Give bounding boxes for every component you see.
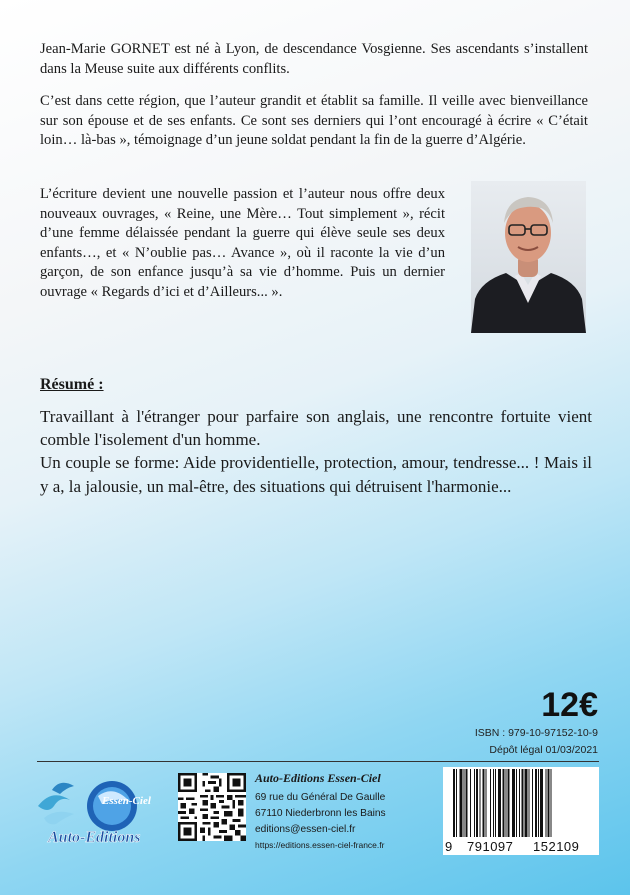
barcode-bar bbox=[516, 769, 517, 837]
barcode-digits-group-2: 152109 bbox=[533, 839, 580, 854]
logo-text-essen-ciel: Essen-Ciel bbox=[102, 795, 151, 807]
barcode-bar bbox=[490, 769, 491, 837]
author-bio-paragraph-1: Jean-Marie GORNET est né à Lyon, de descendance Vosgienne. Ses ascendants s’installent dans la Meuse suite aux différents conflits. bbox=[40, 41, 588, 77]
barcode-bar bbox=[493, 769, 494, 837]
barcode-bar bbox=[521, 769, 523, 837]
barcode-bar bbox=[551, 769, 552, 837]
barcode-bar bbox=[502, 769, 504, 837]
author-bio-paragraph-2: C’est dans cette région, que l’auteur grandit et établit sa famille. Il veille avec bienveillance sur son épouse et de ses enfants. Ce sont ses derniers qui l’ont encouragé à écrire « C’était loin… là-bas », témoignage d’un jeune soldat pendant la fin de la guerre d’Algérie. bbox=[40, 93, 588, 149]
barcode-bar bbox=[506, 769, 507, 837]
publisher-info bbox=[255, 771, 386, 852]
barcode-bar bbox=[470, 769, 471, 837]
author-bio-paragraph-3: L’écriture devient une nouvelle passion et l’auteur nous offre deux nouveaux ouvrages, « Reine, une Mère… Tout simplement », récit d’une femme délaissée pendant la guerre qui élève seule ses deux enfants…, et « N’oublie pas… Avance », où il raconte la vie d’un garçon, de son enfance jusqu’à sa vie d’homme. Puis un dernier ouvrage « Regards d’ici et d’Ailleurs... ». bbox=[40, 186, 445, 300]
barcode-bar bbox=[459, 769, 462, 837]
publisher-name: Auto-Editions Essen-Ciel bbox=[255, 771, 381, 785]
barcode-bar bbox=[476, 769, 478, 837]
barcode-bar bbox=[538, 769, 539, 837]
publisher-logo bbox=[30, 762, 165, 857]
barcode-bar bbox=[479, 769, 480, 837]
barcode-bar bbox=[529, 769, 530, 837]
barcode-bar bbox=[519, 769, 520, 837]
isbn-barcode bbox=[443, 767, 599, 855]
barcode-bar bbox=[466, 769, 468, 837]
publisher-website[interactable]: https://editions.essen-ciel-france.fr bbox=[255, 840, 385, 850]
barcode-bar bbox=[474, 769, 475, 837]
barcode-bar bbox=[482, 769, 484, 837]
resume-title: Résumé : bbox=[40, 376, 104, 393]
resume-text bbox=[40, 405, 592, 498]
price: 12€ bbox=[541, 686, 598, 724]
author-photo bbox=[471, 181, 586, 333]
barcode-bar bbox=[548, 769, 550, 837]
isbn-label: ISBN : bbox=[474, 727, 509, 739]
resume-paragraph-2: Un couple se forme: Aide providentielle, protection, amour, tendresse... ! Mais il y a, la jalousie, un mal-être, des situations qui détruisent l'harmonie... bbox=[40, 453, 592, 496]
barcode-digit-first: 9 bbox=[445, 839, 453, 854]
logo-text-auto-editions: Auto-Editions bbox=[48, 829, 141, 846]
publisher-address-line-1: 69 rue du Général De Gaulle bbox=[255, 792, 386, 803]
barcode-bar bbox=[453, 769, 455, 837]
barcode-bar bbox=[486, 769, 487, 837]
publisher-address-line-2: 67110 Niederbronn les Bains bbox=[255, 808, 386, 819]
barcode-bar bbox=[456, 769, 457, 837]
qr-code bbox=[178, 773, 246, 841]
barcode-bar bbox=[508, 769, 510, 837]
barcode-bar bbox=[464, 769, 465, 837]
barcode-bar bbox=[524, 769, 527, 837]
barcode-bar bbox=[545, 769, 546, 837]
barcode-bar bbox=[498, 769, 501, 837]
barcode-bars bbox=[443, 767, 599, 839]
publisher-email[interactable]: editions@essen-ciel.fr bbox=[255, 824, 356, 835]
resume-paragraph-1: Travaillant à l'étranger pour parfaire son anglais, une rencontre fortuite vient comble l'isolement d'un homme. bbox=[40, 407, 592, 450]
isbn bbox=[475, 727, 598, 739]
barcode-bar bbox=[532, 769, 533, 837]
barcode-bar bbox=[540, 769, 543, 837]
isbn-value: 979-10-97152-10-9 bbox=[508, 727, 598, 739]
barcode-digits-group-1: 791097 bbox=[467, 839, 514, 854]
depot-legal: Dépôt légal 01/03/2021 bbox=[489, 744, 598, 756]
barcode-bar bbox=[495, 769, 496, 837]
barcode-bar bbox=[535, 769, 537, 837]
barcode-bar bbox=[512, 769, 515, 837]
